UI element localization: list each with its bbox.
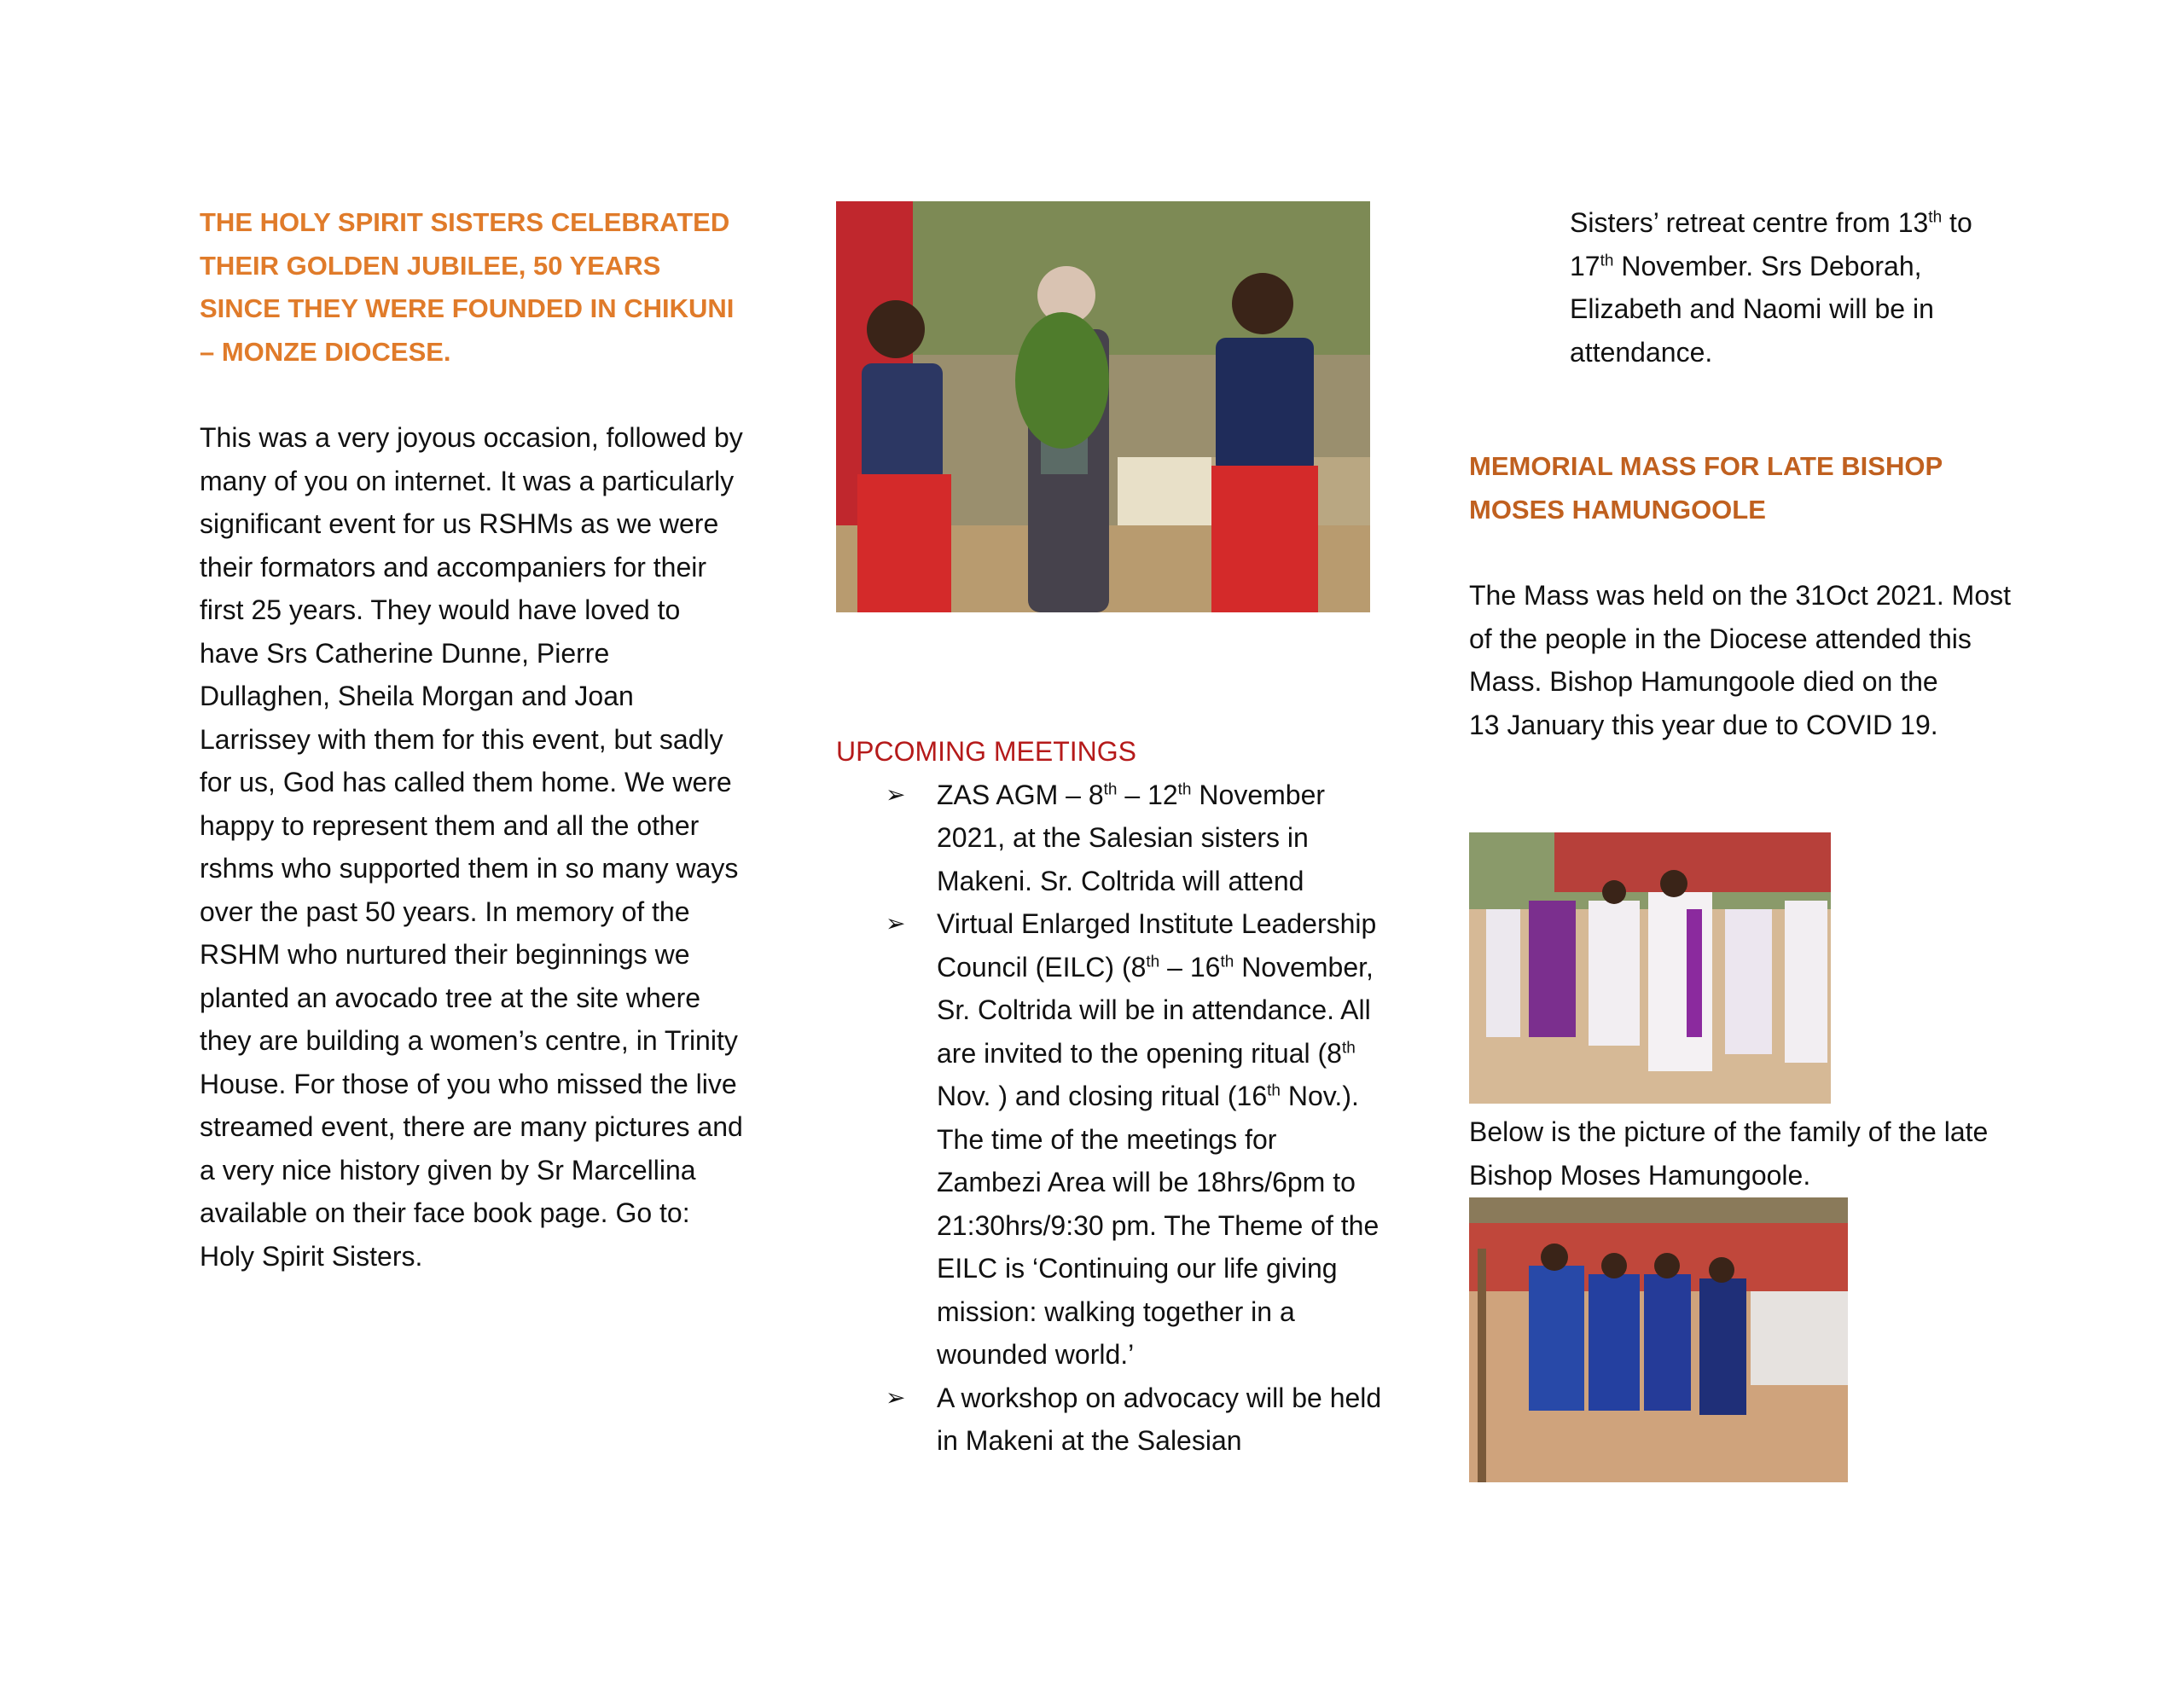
memorial-body-date: 13 January this year due to COVID 19. — [1469, 709, 1938, 740]
family-caption-block — [1469, 1110, 2015, 1197]
jubilee-heading: THE HOLY SPIRIT SISTERS CELEBRATED THEIR GOLDEN JUBILEE, 50 YEARS SINCE THEY WERE FOUNDED IN CHIKUNI – MONZE DIOCESE. — [200, 207, 735, 367]
list-item: ➢ Virtual Enlarged Institute Leadership Council (EILC) (8th – 16th November, Sr. Coltrida will be in attendance. All are invited to the opening ritual (8th Nov. ) and closing ritual (16th Nov.). The time of the meetings for Zambezi Area will be 18hrs/6pm to 21:30hrs/9:30 pm. The Theme of the EILC is ‘Continuing our life giving mission: walking together in a wounded world.’ — [836, 902, 1382, 1377]
jubilee-body: This was a very joyous occasion, followed by many of you on internet. It was a particularly significant event for us RSHMs as we were their formators and accompaniers for their first 25 years. They would have loved to have Srs Catherine Dunne, Pierre Dullaghen, Sheila Morgan and Joan Larrissey with them for this event, but sadly for us, God has called them home. We were happy to represent them and all the other rshms who supported them in so many ways over the past 50 years. In memory of the RSHM who nurtured their beginnings we planted an avocado tree at the site where they are building a women’s centre, in Trinity House. For those of you who missed the live streamed event, there are many pictures and a very nice history given by Sr Marcellina available on their face book page. Go to: Holy Spirit Sisters. — [200, 422, 743, 1272]
avocado-tree-photo — [836, 201, 1370, 612]
list-item: ➢ A workshop on advocacy will be held in Makeni at the Salesian — [836, 1377, 1382, 1463]
list-item: ➢ ZAS AGM – 8th – 12th November 2021, at the Salesian sisters in Makeni. Sr. Coltrida will attend — [836, 774, 1382, 903]
column-1 — [200, 201, 746, 1278]
arrow-bullet-icon: ➢ — [886, 780, 906, 808]
memorial-body: The Mass was held on the 31Oct 2021. Most of the people in the Diocese attended this Mass. Bishop Hamungoole died on the — [1469, 580, 2011, 697]
column-3 — [1469, 201, 2015, 746]
arrow-bullet-icon: ➢ — [886, 910, 906, 936]
family-photo — [1469, 1197, 1848, 1482]
procession-photo — [1469, 832, 1831, 1104]
meetings-list — [836, 774, 1382, 1463]
column-2 — [836, 730, 1382, 1463]
retreat-continuation: Sisters’ retreat centre from 13th to 17th November. Srs Deborah, Elizabeth and Naomi will be in attendance. — [1570, 207, 1972, 368]
arrow-bullet-icon: ➢ — [886, 1383, 906, 1411]
upcoming-meetings-heading: UPCOMING MEETINGS — [836, 736, 1137, 767]
memorial-mass-heading: MEMORIAL MASS FOR LATE BISHOP MOSES HAMUNGOOLE — [1469, 451, 1943, 525]
family-caption: Below is the picture of the family of the late Bishop Moses Hamungoole. — [1469, 1116, 1989, 1191]
